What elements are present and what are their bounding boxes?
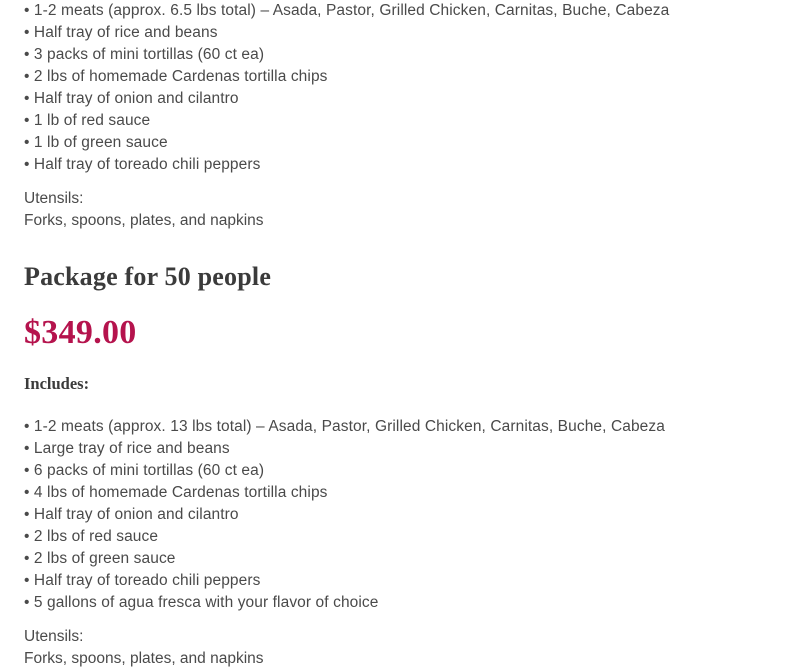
list-item: • 1-2 meats (approx. 6.5 lbs total) – Asada, Pastor, Grilled Chicken, Carnitas, Buche, Cabeza: [24, 2, 670, 19]
list-item: • Half tray of toreado chili peppers: [24, 156, 261, 173]
list-item: • 1-2 meats (approx. 13 lbs total) – Asada, Pastor, Grilled Chicken, Carnitas, Buche, Cabeza: [24, 418, 665, 435]
list-item: • 2 lbs of green sauce: [24, 550, 176, 567]
list-item: • 3 packs of mini tortillas (60 ct ea): [24, 46, 265, 63]
list-item: • 1 lb of green sauce: [24, 134, 168, 151]
list-item: • Half tray of onion and cilantro: [24, 506, 239, 523]
list-item: • Half tray of onion and cilantro: [24, 90, 239, 107]
package-title: Package for 50 people: [24, 262, 272, 291]
list-item: • 2 lbs of homemade Cardenas tortilla chips: [24, 68, 328, 85]
includes-label: Includes:: [24, 374, 90, 393]
spacer: [24, 394, 761, 416]
utensils-label-package: Utensils:: [24, 628, 84, 645]
package-price: $349.00: [24, 314, 137, 351]
list-item: • 6 packs of mini tortillas (60 ct ea): [24, 462, 265, 479]
utensils-text-top: Forks, spoons, plates, and napkins: [24, 212, 264, 229]
spacer: [24, 352, 761, 374]
list-item: • 2 lbs of red sauce: [24, 528, 159, 545]
list-item: • Half tray of rice and beans: [24, 24, 218, 41]
spacer: [24, 232, 761, 262]
list-item: • Half tray of toreado chili peppers: [24, 572, 261, 589]
utensils-text-package: Forks, spoons, plates, and napkins: [24, 650, 264, 667]
utensils-label-top: Utensils:: [24, 190, 84, 207]
list-item: • 4 lbs of homemade Cardenas tortilla chips: [24, 484, 328, 501]
list-item: • Large tray of rice and beans: [24, 440, 230, 457]
spacer: [24, 614, 761, 626]
spacer: [24, 176, 761, 188]
spacer: [24, 292, 761, 314]
list-item: • 1 lb of red sauce: [24, 112, 151, 129]
top-package-item-list: [24, 0, 761, 176]
list-item: • 5 gallons of agua fresca with your flavor of choice: [24, 594, 379, 611]
package-item-list: [24, 416, 761, 614]
